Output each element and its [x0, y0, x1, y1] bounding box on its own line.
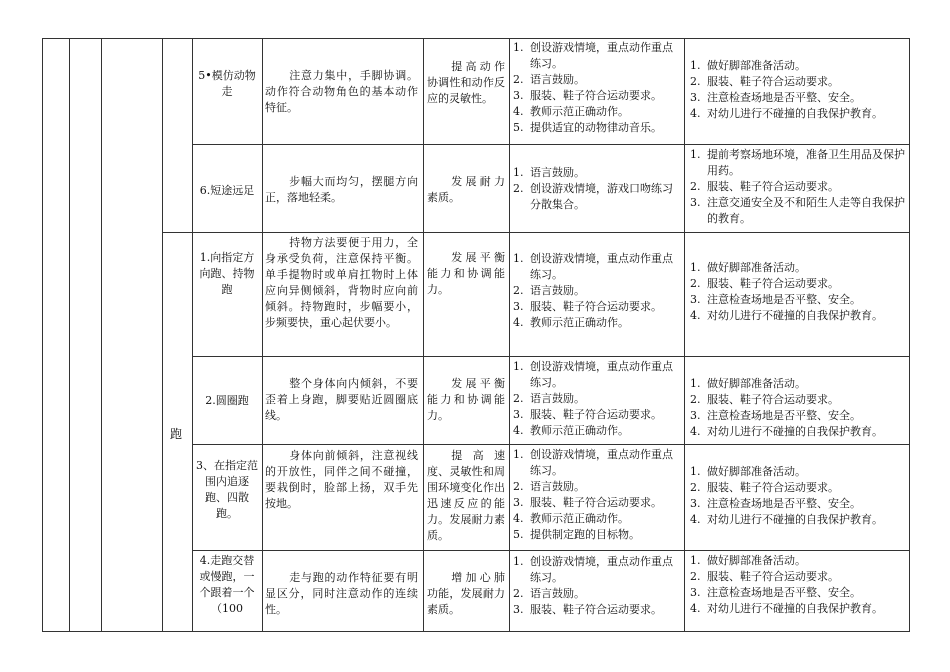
- table-cell-goal: 提高速度、灵敏性和周围环境变化作出迅速反应的能力。发展耐力素质。: [427, 449, 505, 542]
- column-divider: [192, 38, 193, 632]
- table-cell-safety: [690, 464, 906, 528]
- list-item: 3. 服装、鞋子符合运动要求。: [513, 408, 662, 421]
- table-cell-safety: [690, 58, 906, 122]
- table-cell-safety: [690, 260, 906, 324]
- list-item: 3. 服装、鞋子符合运动要求。: [513, 300, 662, 313]
- table-cell-goal: 发展平衡能力和协调能力。: [427, 251, 505, 296]
- table-cell-guidance: [513, 359, 681, 439]
- list-item: 2. 服装、鞋子符合运动要求。: [690, 570, 839, 583]
- list-item: 2. 语言鼓励。: [513, 392, 585, 405]
- list-item: 3. 注意检查场地是否平整、安全。: [690, 497, 861, 510]
- column-divider: [69, 38, 70, 632]
- table-cell-safety: [690, 553, 906, 617]
- table-cell-item: 5•模仿动物走: [198, 69, 256, 98]
- table-cell-guidance: [513, 165, 681, 213]
- list-item: 3. 注意交通安全及不和陌生人走等自我保护的教育。: [690, 196, 905, 225]
- list-item: 2. 服装、鞋子符合运动要求。: [690, 75, 839, 88]
- table-cell-essentials: 整个身体向内倾斜，不要歪着上身跑，脚要贴近圆圈底线。: [265, 377, 418, 422]
- list-item: 2. 服装、鞋子符合运动要求。: [690, 481, 839, 494]
- table-cell-essentials: 身体向前倾斜，注意视线的开放性，同伴之间不碰撞，要栽倒时，脸部上扬，双手先按地。: [265, 449, 418, 510]
- list-item: 1. 创设游戏情境，重点动作重点练习。: [513, 41, 673, 70]
- table-cell-goal: 增加心肺功能，发展耐力素质。: [427, 571, 505, 616]
- list-item: 1. 语言鼓励。: [513, 166, 585, 179]
- row-divider: [192, 356, 910, 357]
- list-item: 2. 语言鼓励。: [513, 284, 585, 297]
- table-cell-item: 6.短途远足: [199, 184, 255, 197]
- table-cell-safety: [690, 376, 906, 440]
- table-cell-item: 3、在指定范围内追逐跑、四散跑。: [196, 459, 258, 520]
- list-item: 5. 提供制定跑的目标物。: [513, 528, 640, 541]
- column-divider: [42, 38, 43, 632]
- list-item: 3. 注意检查场地是否平整、安全。: [690, 91, 861, 104]
- list-item: 1. 做好脚部准备活动。: [690, 59, 806, 72]
- row-divider: [192, 144, 910, 145]
- list-item: 1. 创设游戏情境，重点动作重点练习。: [513, 252, 673, 281]
- list-item: 4. 对幼儿进行不碰撞的自我保护教育。: [690, 425, 883, 438]
- list-item: 2. 创设游戏情境，游戏口吻练习分散集合。: [513, 182, 673, 211]
- list-item: 4. 教师示范正确动作。: [513, 316, 629, 329]
- list-item: 4. 对幼儿进行不碰撞的自我保护教育。: [690, 602, 883, 615]
- row-divider: [162, 232, 910, 233]
- table-cell-essentials: 走与跑的动作特征要有明显区分，同时注意动作的连续性。: [265, 571, 418, 616]
- list-item: 1. 创设游戏情境，重点动作重点练习。: [513, 360, 673, 389]
- list-item: 4. 教师示范正确动作。: [513, 424, 629, 437]
- list-item: 2. 服装、鞋子符合运动要求。: [690, 393, 839, 406]
- table-cell-guidance: [513, 251, 681, 331]
- table-cell-essentials: 步幅大而均匀，摆腿方向正，落地轻柔。: [265, 175, 418, 204]
- list-item: 3. 注意检查场地是否平整、安全。: [690, 409, 861, 422]
- list-item: 4. 对幼儿进行不碰撞的自我保护教育。: [690, 513, 883, 526]
- list-item: 4. 对幼儿进行不碰撞的自我保护教育。: [690, 107, 883, 120]
- table-cell-guidance: [513, 554, 681, 618]
- list-item: 3. 注意检查场地是否平整、安全。: [690, 586, 861, 599]
- list-item: 2. 语言鼓励。: [513, 73, 585, 86]
- list-item: 3. 注意检查场地是否平整、安全。: [690, 293, 861, 306]
- list-item: 2. 服装、鞋子符合运动要求。: [690, 277, 839, 290]
- table-cell-item: 2.圆圈跑: [205, 394, 249, 407]
- list-item: 3. 服装、鞋子符合运动要求。: [513, 496, 662, 509]
- table-cell-guidance: [513, 447, 681, 543]
- table-cell-goal: 发展耐力素质。: [427, 175, 505, 204]
- table-cell-item: 1.向指定方向跑、持物跑: [199, 251, 255, 296]
- list-item: 1. 创设游戏情境，重点动作重点练习。: [513, 448, 673, 477]
- list-item: 4. 教师示范正确动作。: [513, 512, 629, 525]
- column-divider: [423, 38, 424, 632]
- column-divider: [262, 38, 263, 632]
- table-cell-item: 4.走跑交替或慢跑，一个跟着一个（100: [199, 554, 255, 615]
- list-item: 1. 创设游戏情境，重点动作重点练习。: [513, 555, 673, 584]
- table-cell-safety: [690, 147, 906, 227]
- list-item: 2. 语言鼓励。: [513, 480, 585, 493]
- list-item: 4. 教师示范正确动作。: [513, 105, 629, 118]
- list-item: 5. 提供适宜的动物律动音乐。: [513, 121, 662, 134]
- table-cell-guidance: [513, 40, 681, 136]
- list-item: 1. 提前考察场地环境，准备卫生用品及保护用药。: [690, 148, 905, 177]
- row-divider: [192, 550, 910, 551]
- table-cell-essentials: 注意力集中，手脚协调。动作符合动物角色的基本动作特征。: [265, 69, 418, 114]
- list-item: 3. 服装、鞋子符合运动要求。: [513, 603, 662, 616]
- list-item: 1. 做好脚部准备活动。: [690, 554, 806, 567]
- list-item: 1. 做好脚部准备活动。: [690, 377, 806, 390]
- column-divider: [909, 38, 910, 632]
- list-item: 2. 语言鼓励。: [513, 587, 585, 600]
- column-divider: [101, 38, 102, 632]
- section-label: 跑: [170, 427, 183, 441]
- table-bottom-border: [42, 631, 910, 632]
- table-cell-goal: 提高动作协调性和动作反应的灵敏性。: [427, 60, 505, 105]
- list-item: 3. 服装、鞋子符合运动要求。: [513, 89, 662, 102]
- table-top-border: [42, 38, 910, 39]
- column-divider: [684, 38, 685, 632]
- row-divider: [192, 444, 910, 445]
- table-cell-essentials: 持物方法要便于用力，全身承受负荷，注意保持平衡。单手提物时或单肩扛物时上体应向异侧倾斜，背物时应向前倾斜。持物跑时，步幅要小，步频要快，重心起伏要小。: [265, 236, 418, 329]
- list-item: 1. 做好脚部准备活动。: [690, 465, 806, 478]
- table-cell-goal: 发展平衡能力和协调能力。: [427, 377, 505, 422]
- list-item: 2. 服装、鞋子符合运动要求。: [690, 180, 839, 193]
- column-divider: [509, 38, 510, 632]
- column-divider: [162, 38, 163, 632]
- list-item: 4. 对幼儿进行不碰撞的自我保护教育。: [690, 309, 883, 322]
- list-item: 1. 做好脚部准备活动。: [690, 261, 806, 274]
